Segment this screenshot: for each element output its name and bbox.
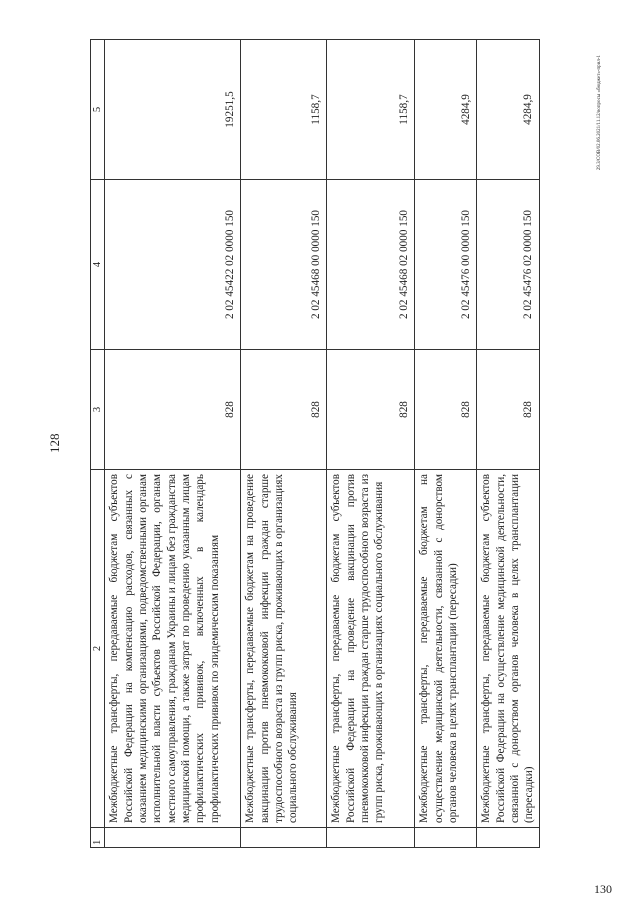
row-description: Межбюджетные трансферты, передаваемые бюджетам субъектов Российской Федерации на осуществление медицинской деятельности, связанной с донорством органов человека в целях трансплантации (пересадки) bbox=[477, 470, 539, 828]
row-budget-code: 2 02 45468 02 0000 150 bbox=[327, 180, 415, 350]
header-col-3: 3 bbox=[91, 350, 105, 470]
row-budget-code: 2 02 45422 02 0000 150 bbox=[105, 180, 241, 350]
header-col-5: 5 bbox=[91, 40, 105, 180]
budget-table bbox=[90, 39, 540, 848]
header-col-1: 1 bbox=[91, 828, 105, 848]
table-row bbox=[415, 40, 477, 848]
row-admin-code: 828 bbox=[477, 350, 539, 470]
row-amount: 4284,9 bbox=[477, 40, 539, 180]
row-budget-code: 2 02 45476 02 0000 150 bbox=[477, 180, 539, 350]
row-budget-code: 2 02 45468 00 0000 150 bbox=[241, 180, 327, 350]
table-header-row bbox=[91, 40, 105, 848]
rotated-table-container bbox=[90, 40, 590, 848]
row-admin-code: 828 bbox=[415, 350, 477, 470]
table-row bbox=[477, 40, 539, 848]
row-index-cell bbox=[477, 828, 539, 848]
row-index-cell bbox=[241, 828, 327, 848]
row-admin-code: 828 bbox=[327, 350, 415, 470]
row-index-cell bbox=[327, 828, 415, 848]
footer-page-number: 130 bbox=[594, 882, 612, 896]
row-amount: 1158,7 bbox=[241, 40, 327, 180]
page-number: 128 bbox=[47, 433, 62, 453]
row-admin-code: 828 bbox=[105, 350, 241, 470]
header-col-4: 4 bbox=[91, 180, 105, 350]
table-row bbox=[241, 40, 327, 848]
row-amount: 19251,5 bbox=[105, 40, 241, 180]
table-row bbox=[327, 40, 415, 848]
row-index-cell bbox=[415, 828, 477, 848]
row-description: Межбюджетные трансферты, передаваемые бюджетам субъектов Российской Федерации на проведение вакцинации против пневмококковой инфекции граждан старше трудоспособного возраста из групп риска, проживающих в организациях социального обслуживания bbox=[327, 470, 415, 828]
header-col-2: 2 bbox=[91, 470, 105, 828]
row-description: Межбюджетные трансферты, передаваемые бюджетам субъектов Российской Федерации на компенсацию расходов, связанных с оказанием медицинскими организациями, подведомственными органам исполнительной власти субъектов Российской Федерации, органам местного самоуправления, гражданам Украины и лицам без гражданства медицинской помощи, а также затрат по проведению указанным лицам профилактических прививок, включенных в календарь профилактических прививок по эпидемическим показаниям bbox=[105, 470, 241, 828]
row-index-cell bbox=[105, 828, 241, 848]
row-description: Межбюджетные трансферты, передаваемые бюджетам на осуществление медицинской деятельности, связанной с донорством органов человека в целях трансплантации (пересадки) bbox=[415, 470, 477, 828]
document-stamp: 29.3/СОВ/02.06.2021/11.12/вопросы «бюджет»-прил-1 bbox=[597, 55, 602, 171]
table-row bbox=[105, 40, 241, 848]
row-budget-code: 2 02 45476 00 0000 150 bbox=[415, 180, 477, 350]
row-amount: 1158,7 bbox=[327, 40, 415, 180]
row-amount: 4284,9 bbox=[415, 40, 477, 180]
row-description: Межбюджетные трансферты, передаваемые бюджетам на проведение вакцинации против пневмококковой инфекции граждан старше трудоспособного возраста из групп риска, проживающих в организациях социального обслуживания bbox=[241, 470, 327, 828]
row-admin-code: 828 bbox=[241, 350, 327, 470]
